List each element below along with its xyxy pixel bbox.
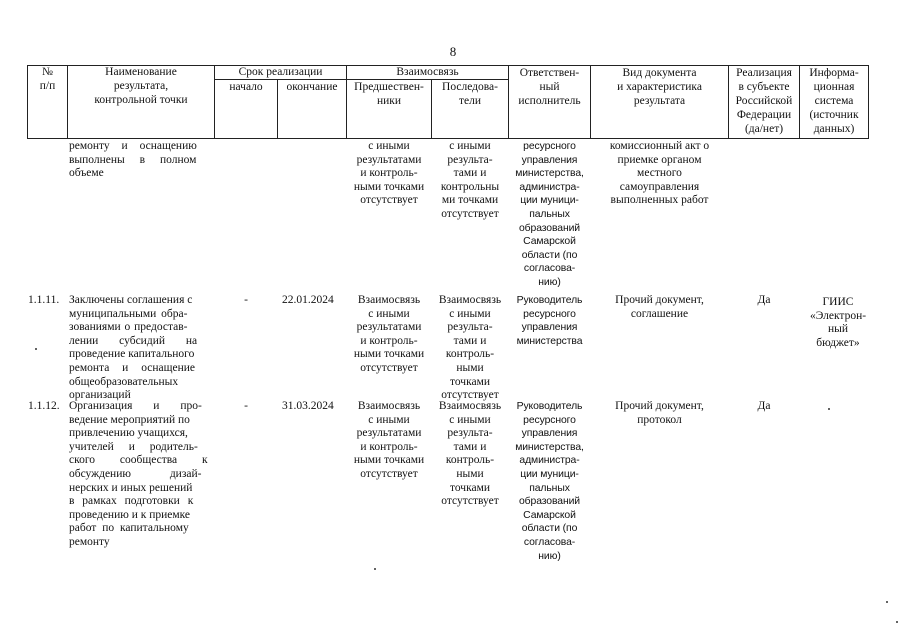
row-successors-line: Взаимосвязь [438,294,502,306]
row-name-line: ского сообщества к [69,454,208,467]
header-successors-line: Последова- [442,81,498,93]
scan-speck [886,601,888,603]
row-name-line: ремонта и оснащение [69,361,195,374]
row-successors-line: точками [449,375,491,388]
row-responsible-line: администра- [519,455,580,467]
row-predecessors-line: и контроль- [360,334,418,347]
row-predecessors-line: отсутствует [360,467,418,480]
header-end: окончание [286,81,338,93]
row-predecessors-line: и контроль- [360,440,418,453]
row-responsible-line: Самарской [523,509,576,521]
row-predecessors-line: с иными [368,413,410,426]
row-responsible-line: нию) [538,550,561,562]
header-responsible-line: ный [539,81,560,93]
row-num: 1.1.11. [28,294,60,306]
row-name-line: работ по капитальному [69,522,189,535]
row-name-line: Заключены соглашения с [69,294,193,306]
scan-speck [35,348,37,350]
row-subject: Да [757,294,771,306]
row-responsible-line: области (по [521,523,578,535]
row-responsible-line: министерства, [515,168,584,180]
row-successors-line: отсутствует [441,207,499,220]
row-successors-line: отсутствует [441,389,499,402]
header-start: начало [229,81,263,93]
header-relation: Взаимосвязь [396,66,459,78]
row-successors [432,400,508,509]
row-responsible [509,400,590,563]
row-responsible-line: ции муници- [520,468,579,480]
row-name-line: проведению и к приемке [69,508,191,521]
row-successors-line: результа- [447,321,493,334]
row-responsible-line: управления [521,154,578,166]
header-responsible [509,66,590,108]
row-name-line: объеме [69,167,104,180]
row-responsible-line: Руководитель [516,295,583,306]
header-predecessors-line: Предшествен- [354,81,424,93]
row-responsible [509,294,590,348]
header-doc-type-line: Вид документа [622,67,697,79]
row-doc-type-line: Прочий документ, [615,400,704,412]
header-num-line: п/п [39,80,56,92]
row-name-line: зованиями о предостав- [69,321,188,334]
row-doc-type-line: выполненных работ [610,194,709,207]
row-start: - [244,400,248,412]
row-doc-type-line: Прочий документ, [615,294,704,306]
row-name-line: ремонту [69,535,110,548]
scan-speck [374,568,376,570]
header-subject-line: Российской [735,95,793,107]
row-responsible-line: образований [518,222,581,234]
header-num-line: № [42,66,53,78]
row-successors-line: контроль- [445,454,495,467]
row-responsible-line: нию) [538,276,561,288]
row-doc-type-line: комиссионный акт о [609,140,710,152]
row-num: 1.1.12. [28,400,60,412]
row-successors-line: тами и [453,440,487,453]
row-name-line: Организация и про- [69,400,202,412]
row-info-line: бюджет» [816,336,860,349]
row-responsible-line: ции муници- [520,195,579,207]
header-info-line: (источник [809,109,859,121]
row-responsible-line: ресурсного [523,308,576,320]
row-name [69,294,213,403]
row-doc-type-line: местного [637,167,682,180]
row-name-line: проведение капитального [69,348,195,361]
row-end: 22.01.2024 [282,294,334,306]
row-name-line: организаций [69,389,131,402]
row-predecessors-line: с иными [368,307,410,320]
row-end: 31.03.2024 [282,400,334,412]
header-info-line: данных) [813,123,855,135]
header-responsible-line: Ответствен- [519,67,580,79]
row-predecessors [347,400,431,482]
header-doc-type-line: результата [633,95,686,107]
header-subject [729,66,799,136]
row-responsible-line: управления [521,428,578,440]
header-info [800,66,868,136]
header-name [68,65,214,107]
header-predecessors [347,80,431,108]
row-responsible-line: управления [521,322,578,334]
row-responsible-line: ресурсного [523,141,576,152]
row-predecessors-line: результатами [356,321,422,334]
row-successors-line: результа- [447,427,493,440]
header-info-line: система [814,95,854,107]
row-responsible-line: области (по [521,249,578,261]
row-doc-type [591,400,728,427]
header-name-line: результата, [113,80,169,92]
row-name-line: ремонту и оснащению [69,140,197,152]
row-responsible-line: образований [518,496,581,508]
header-name-line: Наименование [105,66,177,78]
row-responsible-line: министерства [516,335,583,347]
row-successors-line: ми точками [441,194,499,207]
row-info-line: «Электрон- [809,309,867,322]
row-name-line: обсуждению дизай- [69,467,202,480]
row-successors-line: Взаимосвязь [438,400,502,412]
row-responsible-line: Самарской [523,236,576,248]
scan-speck [896,621,898,623]
row-doc-type [591,140,728,208]
row-predecessors-line: Взаимосвязь [357,294,421,306]
row-responsible-line: администра- [519,181,580,193]
header-info-line: Информа- [809,67,859,79]
header-subject-line: Федерации [736,109,792,121]
row-responsible-line: согласова- [523,536,576,548]
header-name-line: контрольной точки [94,94,188,106]
header-successors [432,80,508,108]
header-responsible-line: исполнитель [518,95,581,107]
row-responsible-line: министерства, [515,441,584,453]
row-responsible [509,140,590,290]
row-name-line: муниципальными обра- [69,307,188,320]
row-doc-type-line: соглашение [630,307,689,320]
row-name-line: лении субсидий на [69,334,198,347]
row-predecessors [347,294,431,376]
row-responsible-line: пальных [529,208,570,220]
row-predecessors-line: отсутствует [360,361,418,374]
row-doc-type-line: протокол [637,413,682,426]
row-successors-line: с иными [449,413,491,426]
row-start: - [244,294,248,306]
row-successors-line: отсутствует [441,495,499,508]
row-name-line: общеобразовательных [69,375,179,388]
row-predecessors [347,140,431,208]
row-successors-line: с иными [449,307,491,320]
header-subject-line: (да/нет) [744,123,784,135]
row-responsible-line: согласова- [523,263,576,275]
header-num [28,65,67,93]
header-subject-line: Реализация [736,67,792,79]
row-predecessors-line: ными точками [353,454,425,467]
row-name [69,400,213,550]
row-successors-line: контрольны [440,180,500,193]
row-name-line: ведение мероприятий по [69,413,190,426]
header-info-line: ционная [813,81,855,93]
row-successors-line: результа- [447,153,493,166]
row-info [800,296,876,350]
row-successors [432,140,508,222]
row-predecessors-line: отсутствует [360,194,418,207]
row-responsible-line: Руководитель [516,401,583,412]
scan-speck [828,408,830,410]
header-predecessors-line: ники [376,95,402,107]
header-subject-line: в субъекте [738,81,790,93]
row-name-line: выполнены в полном [69,153,197,166]
header-doc-type [591,66,728,108]
row-name-line: нерских и иных решений [69,481,193,494]
row-successors-line: тами и [453,334,487,347]
row-name [69,140,213,181]
row-predecessors-line: ными точками [353,180,425,193]
row-name-line: учителей и родитель- [69,440,198,453]
row-successors-line: ными [456,361,484,374]
row-name-line: в рамках подготовки к [69,495,194,508]
row-name-line: привлечению учащихся, [69,427,188,440]
row-successors-line: с иными [449,140,491,152]
row-successors-line: точками [449,481,491,494]
row-responsible-line: пальных [529,482,570,494]
row-responsible-line: ресурсного [523,414,576,426]
row-predecessors-line: ными точками [353,348,425,361]
row-info-line: ный [827,323,849,336]
row-doc-type [591,294,728,321]
row-doc-type-line: приемке органом [617,153,702,166]
header-doc-type-line: и характеристика [617,81,702,93]
row-info-line: ГИИС [822,296,854,308]
row-successors-line: тами и [453,167,487,180]
row-successors [432,294,508,403]
page-number: 8 [449,44,457,59]
header-period: Срок реализации [238,66,323,78]
row-predecessors-line: и контроль- [360,167,418,180]
row-predecessors-line: результатами [356,427,422,440]
row-successors-line: контроль- [445,348,495,361]
row-subject: Да [757,400,771,412]
row-successors-line: ными [456,467,484,480]
header-successors-line: тели [458,95,482,107]
row-doc-type-line: самоуправления [619,180,700,193]
row-predecessors-line: результатами [356,153,422,166]
row-predecessors-line: с иными [368,140,410,152]
row-predecessors-line: Взаимосвязь [357,400,421,412]
